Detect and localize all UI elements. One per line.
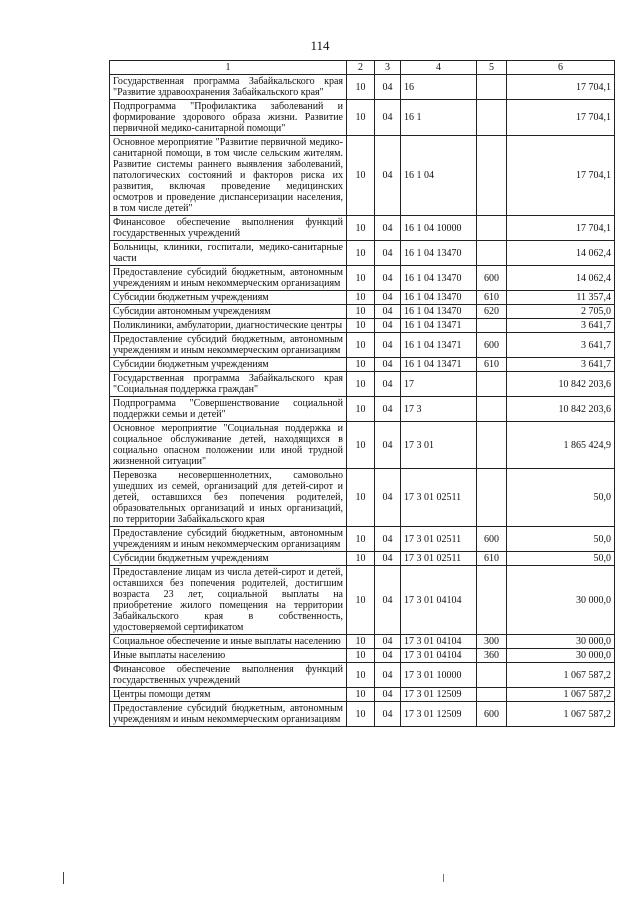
- table-row: [110, 469, 615, 527]
- subsection-code-cell: 04: [375, 291, 401, 305]
- target-article-cell: 16 1 04 13470: [401, 305, 477, 319]
- table-row: [110, 136, 615, 216]
- row-name-cell: Перевозка несовершеннолетних, самовольно ушедших из семей, организаций для детей-сирот и детей, оставшихся без попечения родителей, образовательных организаций и иных организаций, по территории Забайкальского края: [110, 469, 347, 527]
- section-code-cell: 10: [347, 266, 375, 291]
- section-code-cell: 10: [347, 372, 375, 397]
- target-article-cell: 17 3 01: [401, 422, 477, 469]
- expense-type-cell: 610: [477, 358, 507, 372]
- subsection-code-cell: 04: [375, 552, 401, 566]
- table-row: [110, 216, 615, 241]
- target-article-cell: 16 1 04: [401, 136, 477, 216]
- row-name-cell: Предоставление лицам из числа детей-сирот и детей, оставшихся без попечения родителей, достигшим возраста 23 лет, социальной выплаты на приобретение жилого помещения на территории Забайкальского края в собственность, удостоверяемой сертификатом: [110, 566, 347, 635]
- margin-mark: [63, 872, 64, 884]
- section-code-cell: 10: [347, 702, 375, 727]
- target-article-cell: 17 3 01 04104: [401, 635, 477, 649]
- subsection-code-cell: 04: [375, 333, 401, 358]
- section-code-cell: 10: [347, 635, 375, 649]
- row-name-cell: Подпрограмма "Совершенствование социальной поддержки семьи и детей": [110, 397, 347, 422]
- row-name-cell: Субсидии бюджетным учреждениям: [110, 552, 347, 566]
- expense-type-cell: 600: [477, 333, 507, 358]
- section-code-cell: 10: [347, 552, 375, 566]
- amount-cell: 30 000,0: [507, 649, 615, 663]
- column-header: 1: [110, 61, 347, 75]
- amount-cell: 17 704,1: [507, 136, 615, 216]
- expense-type-cell: [477, 663, 507, 688]
- table-body: [110, 75, 615, 727]
- row-name-cell: Предоставление субсидий бюджетным, автономным учреждениям и иным некоммерческим организациям: [110, 266, 347, 291]
- row-name-cell: Больницы, клиники, госпитали, медико-санитарные части: [110, 241, 347, 266]
- amount-cell: 30 000,0: [507, 566, 615, 635]
- table-row: [110, 358, 615, 372]
- expense-type-cell: [477, 100, 507, 136]
- amount-cell: 30 000,0: [507, 635, 615, 649]
- amount-cell: 3 641,7: [507, 319, 615, 333]
- target-article-cell: 17 3 01 02511: [401, 469, 477, 527]
- row-name-cell: Социальное обеспечение и иные выплаты населению: [110, 635, 347, 649]
- amount-cell: 11 357,4: [507, 291, 615, 305]
- row-name-cell: Государственная программа Забайкальского края "Социальная поддержка граждан": [110, 372, 347, 397]
- row-name-cell: Подпрограмма "Профилактика заболеваний и формирование здорового образа жизни. Развитие первичной медико-санитарной помощи": [110, 100, 347, 136]
- amount-cell: 1 067 587,2: [507, 702, 615, 727]
- table-row: [110, 241, 615, 266]
- amount-cell: 17 704,1: [507, 100, 615, 136]
- section-code-cell: 10: [347, 136, 375, 216]
- table-row: [110, 266, 615, 291]
- table-header-row: [110, 61, 615, 75]
- page-number: 114: [310, 38, 330, 53]
- table-row: [110, 552, 615, 566]
- row-name-cell: Предоставление субсидий бюджетным, автономным учреждениям и иным некоммерческим организациям: [110, 333, 347, 358]
- table-row: [110, 527, 615, 552]
- column-header: 5: [477, 61, 507, 75]
- target-article-cell: 17 3 01 04104: [401, 566, 477, 635]
- expense-type-cell: [477, 75, 507, 100]
- row-name-cell: Государственная программа Забайкальского края "Развитие здравоохранения Забайкальского края": [110, 75, 347, 100]
- row-name-cell: Финансовое обеспечение выполнения функций государственных учреждений: [110, 663, 347, 688]
- amount-cell: 10 842 203,6: [507, 372, 615, 397]
- target-article-cell: 17 3 01 04104: [401, 649, 477, 663]
- row-name-cell: Субсидии бюджетным учреждениям: [110, 358, 347, 372]
- subsection-code-cell: 04: [375, 136, 401, 216]
- target-article-cell: 16 1 04 13471: [401, 333, 477, 358]
- row-name-cell: Иные выплаты населению: [110, 649, 347, 663]
- target-article-cell: 17 3 01 12509: [401, 702, 477, 727]
- target-article-cell: 16 1 04 13470: [401, 266, 477, 291]
- expense-type-cell: [477, 241, 507, 266]
- table-row: [110, 566, 615, 635]
- expense-type-cell: [477, 688, 507, 702]
- row-name-cell: Финансовое обеспечение выполнения функций государственных учреждений: [110, 216, 347, 241]
- target-article-cell: 17 3 01 10000: [401, 663, 477, 688]
- table-row: [110, 688, 615, 702]
- expense-type-cell: 610: [477, 552, 507, 566]
- section-code-cell: 10: [347, 358, 375, 372]
- section-code-cell: 10: [347, 216, 375, 241]
- table-row: [110, 75, 615, 100]
- section-code-cell: 10: [347, 291, 375, 305]
- budget-table: [109, 60, 615, 727]
- target-article-cell: 16 1: [401, 100, 477, 136]
- column-header: 3: [375, 61, 401, 75]
- expense-type-cell: 600: [477, 266, 507, 291]
- expense-type-cell: [477, 216, 507, 241]
- expense-type-cell: [477, 397, 507, 422]
- section-code-cell: 10: [347, 649, 375, 663]
- target-article-cell: 16 1 04 13471: [401, 319, 477, 333]
- target-article-cell: 16 1 04 13471: [401, 358, 477, 372]
- section-code-cell: 10: [347, 688, 375, 702]
- amount-cell: 3 641,7: [507, 333, 615, 358]
- amount-cell: 14 062,4: [507, 241, 615, 266]
- target-article-cell: 17 3 01 02511: [401, 527, 477, 552]
- subsection-code-cell: 04: [375, 216, 401, 241]
- expense-type-cell: 620: [477, 305, 507, 319]
- subsection-code-cell: 04: [375, 688, 401, 702]
- subsection-code-cell: 04: [375, 702, 401, 727]
- amount-cell: 17 704,1: [507, 75, 615, 100]
- section-code-cell: 10: [347, 469, 375, 527]
- subsection-code-cell: 04: [375, 75, 401, 100]
- subsection-code-cell: 04: [375, 100, 401, 136]
- amount-cell: 14 062,4: [507, 266, 615, 291]
- amount-cell: 10 842 203,6: [507, 397, 615, 422]
- row-name-cell: Предоставление субсидий бюджетным, автономным учреждениям и иным некоммерческим организациям: [110, 527, 347, 552]
- expense-type-cell: [477, 319, 507, 333]
- subsection-code-cell: 04: [375, 358, 401, 372]
- target-article-cell: 17 3: [401, 397, 477, 422]
- subsection-code-cell: 04: [375, 527, 401, 552]
- table-row: [110, 635, 615, 649]
- expense-type-cell: 600: [477, 527, 507, 552]
- table-row: [110, 663, 615, 688]
- expense-type-cell: [477, 566, 507, 635]
- subsection-code-cell: 04: [375, 566, 401, 635]
- section-code-cell: 10: [347, 75, 375, 100]
- table-row: [110, 100, 615, 136]
- amount-cell: 50,0: [507, 527, 615, 552]
- section-code-cell: 10: [347, 566, 375, 635]
- subsection-code-cell: 04: [375, 422, 401, 469]
- amount-cell: 3 641,7: [507, 358, 615, 372]
- section-code-cell: 10: [347, 305, 375, 319]
- subsection-code-cell: 04: [375, 397, 401, 422]
- column-header: 6: [507, 61, 615, 75]
- row-name-cell: Центры помощи детям: [110, 688, 347, 702]
- subsection-code-cell: 04: [375, 649, 401, 663]
- subsection-code-cell: 04: [375, 469, 401, 527]
- section-code-cell: 10: [347, 397, 375, 422]
- table-row: [110, 333, 615, 358]
- table-row: [110, 649, 615, 663]
- table-row: [110, 319, 615, 333]
- expense-type-cell: [477, 469, 507, 527]
- row-name-cell: Субсидии автономным учреждениям: [110, 305, 347, 319]
- expense-type-cell: [477, 372, 507, 397]
- target-article-cell: 16 1 04 13470: [401, 291, 477, 305]
- subsection-code-cell: 04: [375, 241, 401, 266]
- expense-type-cell: 360: [477, 649, 507, 663]
- row-name-cell: Субсидии бюджетным учреждениям: [110, 291, 347, 305]
- subsection-code-cell: 04: [375, 319, 401, 333]
- column-header: 4: [401, 61, 477, 75]
- target-article-cell: 17: [401, 372, 477, 397]
- amount-cell: 2 705,0: [507, 305, 615, 319]
- target-article-cell: 17 3 01 02511: [401, 552, 477, 566]
- amount-cell: 50,0: [507, 469, 615, 527]
- row-name-cell: Основное мероприятие "Развитие первичной медико-санитарной помощи, в том числе сельским жителям. Развитие системы раннего выявления заболеваний, патологических состояний и факторов риска их развития, включая проведение медицинских осмотров и проведение диспансеризации населения, в том числе детей": [110, 136, 347, 216]
- target-article-cell: 17 3 01 12509: [401, 688, 477, 702]
- expense-type-cell: 300: [477, 635, 507, 649]
- expense-type-cell: 600: [477, 702, 507, 727]
- amount-cell: 17 704,1: [507, 216, 615, 241]
- expense-type-cell: [477, 136, 507, 216]
- amount-cell: 50,0: [507, 552, 615, 566]
- amount-cell: 1 067 587,2: [507, 688, 615, 702]
- subsection-code-cell: 04: [375, 663, 401, 688]
- section-code-cell: 10: [347, 422, 375, 469]
- expense-type-cell: 610: [477, 291, 507, 305]
- margin-mark: [443, 874, 444, 882]
- table-row: [110, 422, 615, 469]
- subsection-code-cell: 04: [375, 635, 401, 649]
- row-name-cell: Предоставление субсидий бюджетным, автономным учреждениям и иным некоммерческим организациям: [110, 702, 347, 727]
- section-code-cell: 10: [347, 241, 375, 266]
- column-header: 2: [347, 61, 375, 75]
- amount-cell: 1 865 424,9: [507, 422, 615, 469]
- section-code-cell: 10: [347, 319, 375, 333]
- row-name-cell: Основное мероприятие "Социальная поддержка и социальное обслуживание детей, находящихся в социально опасном положении или иной трудной жизненной ситуации": [110, 422, 347, 469]
- target-article-cell: 16 1 04 13470: [401, 241, 477, 266]
- table-row: [110, 305, 615, 319]
- section-code-cell: 10: [347, 663, 375, 688]
- expense-type-cell: [477, 422, 507, 469]
- target-article-cell: 16: [401, 75, 477, 100]
- amount-cell: 1 067 587,2: [507, 663, 615, 688]
- table-row: [110, 372, 615, 397]
- table-row: [110, 291, 615, 305]
- section-code-cell: 10: [347, 100, 375, 136]
- subsection-code-cell: 04: [375, 266, 401, 291]
- section-code-cell: 10: [347, 527, 375, 552]
- subsection-code-cell: 04: [375, 305, 401, 319]
- subsection-code-cell: 04: [375, 372, 401, 397]
- section-code-cell: 10: [347, 333, 375, 358]
- row-name-cell: Поликлиники, амбулатории, диагностические центры: [110, 319, 347, 333]
- table-row: [110, 702, 615, 727]
- table-row: [110, 397, 615, 422]
- target-article-cell: 16 1 04 10000: [401, 216, 477, 241]
